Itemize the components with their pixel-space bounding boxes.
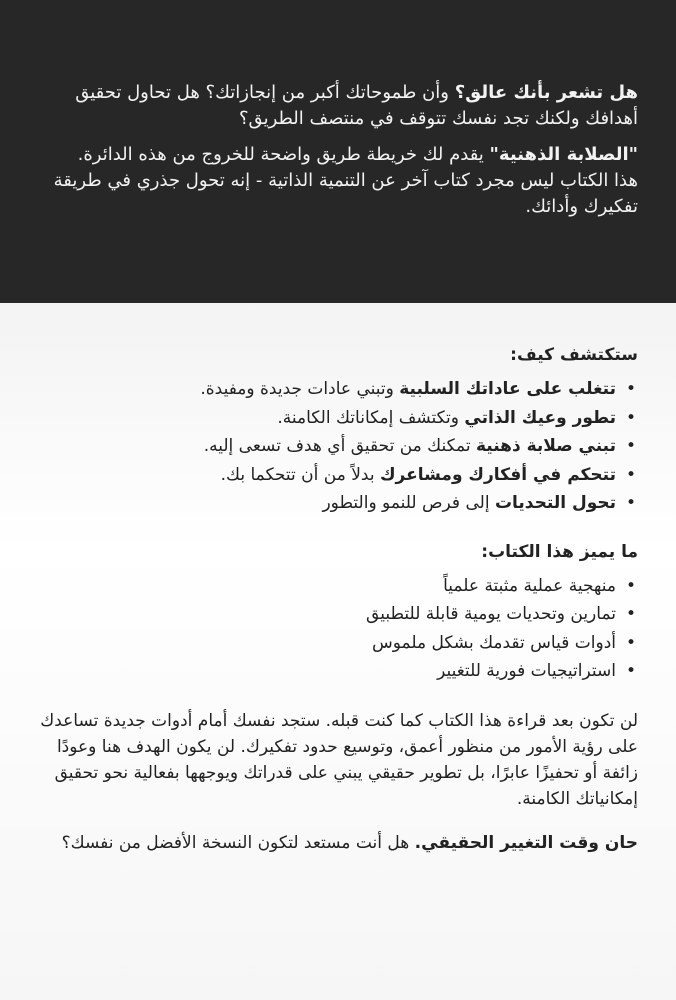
bullet-icon: • <box>625 604 636 624</box>
book-title-quote: "الصلابة الذهنية" <box>489 144 638 165</box>
closing-bold: حان وقت التغيير الحقيقي. <box>414 832 638 853</box>
list-item-text: منهجية عملية مثبتة علمياً <box>443 575 616 596</box>
list-item <box>38 657 638 686</box>
list-item-bold: تبني صلابة ذهنية <box>475 436 616 456</box>
features-heading: ما يميز هذا الكتاب: <box>481 541 638 562</box>
bullet-icon: • <box>625 407 636 428</box>
list-item-text: إلى فرص للنمو والتطور <box>322 493 495 513</box>
bullet-icon: • <box>625 379 636 399</box>
bullet-icon: • <box>625 661 636 681</box>
intro-question <box>38 80 638 132</box>
list-item-bold: تتحكم في أفكارك ومشاعرك <box>379 464 616 485</box>
list-item-text: وتبني عادات جديدة ومفيدة. <box>200 379 400 399</box>
list-item-text: وتكتشف إمكاناتك الكامنة. <box>277 407 465 428</box>
bullet-icon: • <box>625 436 636 456</box>
intro-panel <box>0 0 676 303</box>
bullet-icon: • <box>625 632 636 653</box>
discover-heading: ستكتشف كيف: <box>510 345 638 365</box>
list-item-text: بدلاً من أن تتحكما بك. <box>220 464 380 485</box>
list-item <box>38 375 638 404</box>
bullet-icon: • <box>625 575 636 596</box>
list-item <box>38 432 638 461</box>
closing-question <box>38 830 638 856</box>
list-item <box>38 600 638 629</box>
list-item <box>38 461 638 490</box>
list-item <box>38 572 638 601</box>
list-item-bold: تتغلب على عاداتك السلبية <box>399 379 616 399</box>
book-claim <box>38 142 638 168</box>
list-item-bold: تحول التحديات <box>494 493 616 513</box>
closing-rest: هل أنت مستعد لتكون النسخة الأفضل من نفسك؟ <box>61 832 415 853</box>
list-item-text: تمكنك من تحقيق أي هدف تسعى إليه. <box>203 436 476 456</box>
summary-paragraph: لن تكون بعد قراءة هذا الكتاب كما كنت قبله. ستجد نفسك أمام أدوات جديدة تساعدك على رؤية الأمور من منظور أعمق، وتوسيع حدود تفكيرك. لن يكون الهدف هنا وعودًا زائفة أو تحفيزًا عابرًا، بل تطوير حقيقي يبني على قدراتك ويوجهها بفعالية نحو تحقيق إمكانياتك الكامنة. <box>40 710 638 809</box>
bullet-icon: • <box>625 464 636 485</box>
content-panel <box>0 303 676 1000</box>
list-item <box>38 404 638 433</box>
list-item-text: أدوات قياس تقدمك بشكل ملموس <box>372 632 616 653</box>
discover-list <box>38 375 638 518</box>
list-item <box>38 489 638 518</box>
bullet-icon: • <box>625 493 636 513</box>
book-claim-rest: يقدم لك خريطة طريق واضحة للخروج من هذه الدائرة. <box>77 144 490 165</box>
features-list <box>38 572 638 686</box>
intro-question-bold: هل تشعر بأنك عالق؟ <box>454 82 638 103</box>
book-transform: هذا الكتاب ليس مجرد كتاب آخر عن التنمية الذاتية - إنه تحول جذري في طريقة تفكيرك وأدائك. <box>53 170 638 217</box>
intro-question-rest: وأن طموحاتك أكبر من إنجازاتك؟ هل تحاول تحقيق أهدافك ولكنك تجد نفسك تتوقف في منتصف الطريق؟ <box>75 82 638 129</box>
list-item-text: تمارين وتحديات يومية قابلة للتطبيق <box>366 604 616 624</box>
list-item <box>38 629 638 658</box>
list-item-bold: تطور وعيك الذاتي <box>464 407 616 428</box>
list-item-text: استراتيجيات فورية للتغيير <box>437 661 616 681</box>
